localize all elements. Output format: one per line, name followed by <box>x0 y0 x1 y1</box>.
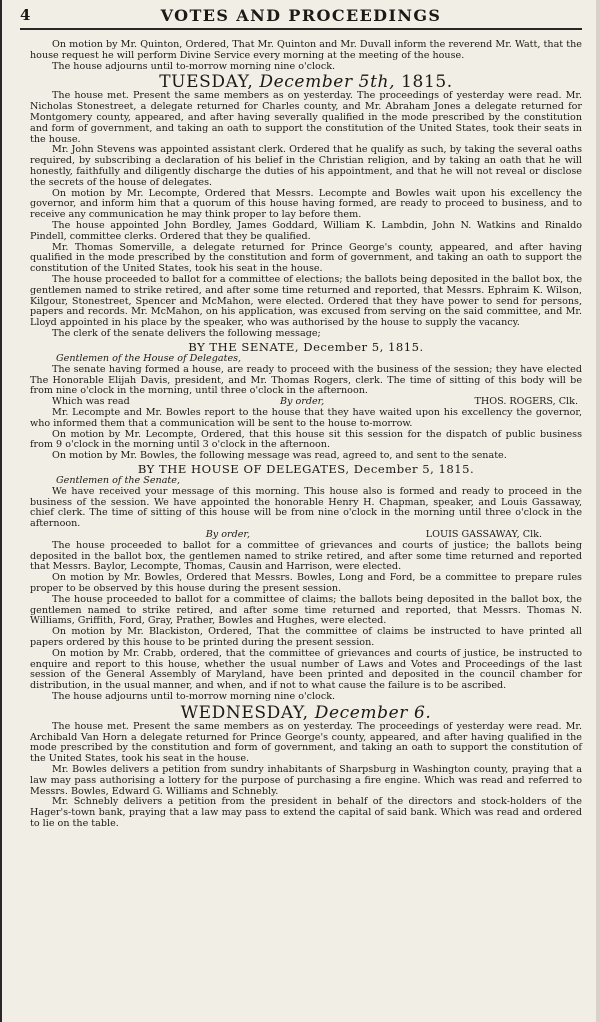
paragraph: The house met. Present the same members as on yesterday. The proceedings of yesterday were read. Mr. Archibald Van Horn a delegate returned for Prince George's county, appeared, and after having qualified in the mode prescribed by the constitution and form of government, and taking an oath to support the constitution of the United States, took his seat in the house. <box>30 720 582 765</box>
paragraph: Mr. Lecompte and Mr. Bowles report to the house that they have waited upon his excellency the governor, who informed them that a communication will be sent to the house to-morrow. <box>30 406 582 429</box>
paragraph: Mr. John Stevens was appointed assistant clerk. Ordered that he qualify as such, by taking the several oaths required, by subscribing a declaration of his belief in the Christian religion, and by taking an oath that he will honestly, faithfully and diligently discharge the duties of his appointment, and that he will not reveal or disclose the secrets of the house of delegates. <box>30 144 582 188</box>
paragraph: Mr. Schnebly delivers a petition from the president in behalf of the directors and stock-holders of the Hager's-town bank, praying that a law may pass to extend the capital of said bank. Which was read and ordered to lie on the table. <box>30 796 582 829</box>
paragraph: We have received your message of this morning. This house also is formed and ready to proceed in the business of the session. We have appointed the honorable Henry H. Chapman, speaker, and Louis Gassaway, chief clerk. The time of sitting of this house will be from nine o'clock in the morning until three o'clock in the afternoon. <box>30 485 582 530</box>
paragraph: On motion by Mr. Crabb, ordered, that the committee of grievances and courts of justice, be instructed to enquire and report to this house, whether the usual number of Laws and Votes and Proceedings of the last session of the General Assembly of Maryland, have been printed and deposited in the council chamber for distribution, in the usual manner, and when, and if not to what cause the failure is to be ascribed. <box>30 647 582 692</box>
day-heading-wednesday: WEDNESDAY, December 6. <box>180 702 432 723</box>
paragraph: Mr. Bowles delivers a petition from sundry inhabitants of Sharpsburg in Washington county, praying that a law may pass authorising a lottery for the purpose of purchasing a fire engine. Which was read and referred to Messrs. Bowles, Edward G. Williams and Schnebly. <box>30 764 582 797</box>
paragraph: The clerk of the senate delivers the following message; <box>52 327 321 339</box>
paragraph: Mr. Thomas Somerville, a delegate returned for Prince George's county, appeared, and after having qualified in the mode prescribed by the constitution and form of government, and taking an oath to support the constitution of the United States, took his seat in the house. <box>30 241 582 275</box>
paragraph: The senate having formed a house, are ready to proceed with the business of the session; they have elected The Honorable Elijah Davis, president, and Mr. Thomas Rogers, clerk. The time of sitting of this body will be from nine o'clock in the morning, until three o'clock in the afternoon. <box>30 363 582 397</box>
salutation: Gentlemen of the House of Delegates, <box>56 352 242 364</box>
paragraph: The house proceeded to ballot for a committee of elections; the ballots being deposited in the ballot box, the gentlemen named to strike retired, and after some time returned and reported, that Messrs. Ephraim K. Wilson, Kilgour, Stonestreet, Spencer and McMahon, were elected. Ordered that they have power to send for persons, papers and records. Mr. McMahon, on his application, was excused from serving on the said committee, and Mr. Lloyd appointed in his place by the speaker, who was authorised by the house to supply the vacancy. <box>30 273 582 329</box>
paragraph: The house appointed John Bordley, James Goddard, William K. Lambdin, John N. Watkins and Rinaldo Pindell, committee clerks. Ordered that they be qualified. <box>30 219 582 242</box>
delegates-message-heading: BY THE HOUSE OF DELEGATES, December 5, 1815. <box>137 461 475 476</box>
paragraph: On motion by Mr. Lecompte, Ordered that Messrs. Lecompte and Bowles wait upon his excellency the governor, and inform him that a quorum of this house having formed, are ready to proceed to business, and to receive any communication he may think proper to lay before them. <box>30 187 582 221</box>
page-edge-shadow <box>0 0 2 1022</box>
page-number: 4 <box>20 6 31 24</box>
running-head: VOTES AND PROCEEDINGS <box>160 6 442 25</box>
paragraph: The house proceeded to ballot for a committee of claims; the ballots being deposited in the ballot box, the gentlemen named to strike retired, and after some time returned and reported, that Messrs. Thomas N. Williams, Griffith, Ford, Gray, Prather, Bowles and Hughes, were elected. <box>30 593 582 627</box>
paragraph: The house met. Present the same members as on yesterday. The proceedings of yesterday were read. Mr. Nicholas Stonestreet, a delegate returned for Charles county, and Mr. Abraham Jones a delegate returned for Montgomery county, appeared, and after having severally qualified in the mode prescribed by the constitution and form of government, and taking an oath to support the constitution of the United States, took their seats in the house. <box>30 90 582 145</box>
senate-message-heading: BY THE SENATE, December 5, 1815. <box>188 339 424 354</box>
paragraph: The house adjourns until to-morrow morning nine o'clock. <box>52 60 336 72</box>
paragraph: On motion by Mr. Quinton, Ordered, That Mr. Quinton and Mr. Duvall inform the reverend Mr. Watt, that the house request he will perform Divine Service every morning at the meeting of the house. <box>30 39 582 61</box>
paragraph: The house adjourns until to-morrow morning nine o'clock. <box>52 691 336 703</box>
by-order: By order, <box>205 529 251 541</box>
signer: LOUIS GASSAWAY, Clk. <box>425 529 542 541</box>
paragraph: On motion by Mr. Bowles, Ordered that Messrs. Bowles, Long and Ford, be a committee to prepare rules proper to be observed by this house during the present session. <box>30 572 582 595</box>
which-was-read: Which was read <box>52 396 130 408</box>
paragraph: On motion by Mr. Blackiston, Ordered, That the committee of claims be instructed to have printed all papers ordered by this house to be printed during the present session. <box>30 626 582 649</box>
day-heading-tuesday: TUESDAY, December 5th, 1815. <box>159 72 453 93</box>
header-rule <box>20 28 582 30</box>
paragraph: The house proceeded to ballot for a committee of grievances and courts of justice; the ballots being deposited in the ballot box, the gentlemen named to strike retired, and after some time returned and reported that Messrs. Baylor, Lecompte, Thomas, Causin and Harrison, were elected. <box>30 539 582 573</box>
page-edge-margin <box>596 0 600 1022</box>
body-text <box>30 40 582 830</box>
paragraph: On motion by Mr. Bowles, the following message was read, agreed to, and sent to the senate. <box>52 450 507 462</box>
page-header <box>20 6 582 28</box>
salutation: Gentlemen of the Senate, <box>56 475 180 487</box>
paragraph: On motion by Mr. Lecompte, Ordered, that this house sit this session for the dispatch of public business from 9 o'clock in the morning until 3 o'clock in the afternoon. <box>30 428 582 451</box>
signer: THOS. ROGERS, Clk. <box>474 396 578 408</box>
by-order: By order, <box>279 396 325 408</box>
